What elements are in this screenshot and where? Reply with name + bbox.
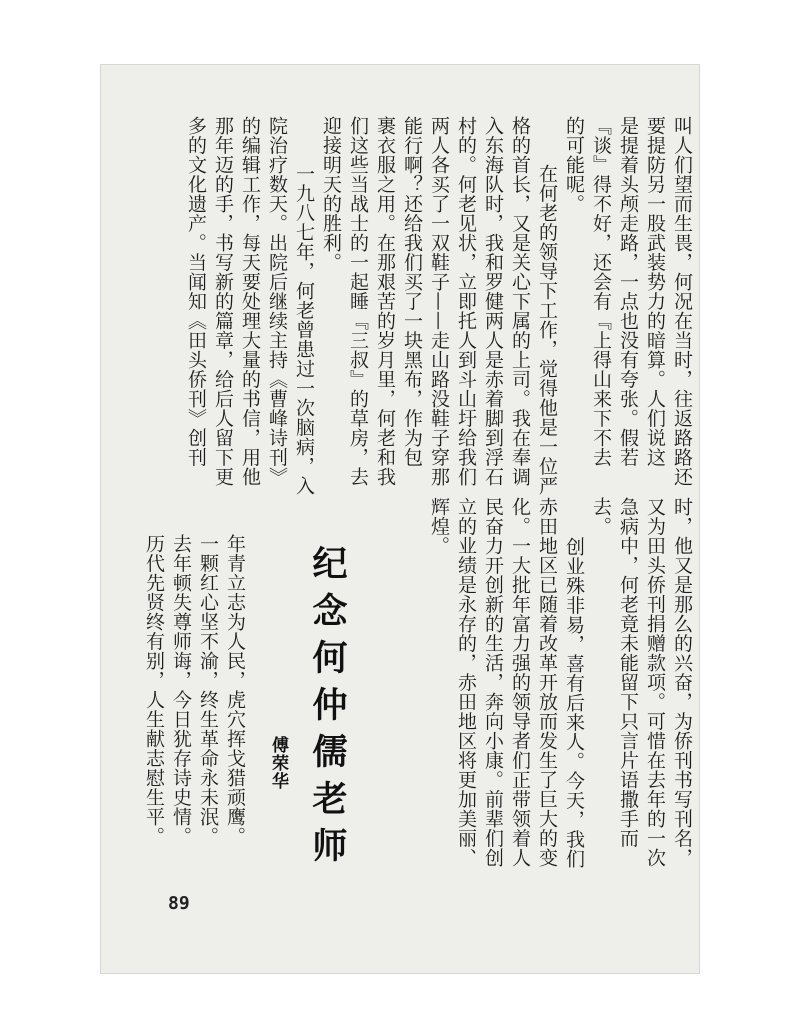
- text-column: 多的文化遗产。当闻知《田头侨刊》创刊: [185, 116, 207, 467]
- text-column: 急病中，何老竟未能留下只言片语撒手而: [617, 497, 639, 848]
- text-column: 去。: [590, 497, 612, 536]
- poem-title: 纪念何仲儒老师: [307, 545, 348, 874]
- text-column: 民奋力开创新的生活，奔向小康。前辈们创: [482, 497, 504, 868]
- text-column: 叫人们望而生畏，何况在当时，往返路路还: [671, 116, 693, 487]
- poem-author: 傅荣华: [268, 736, 288, 790]
- text-column: 辉煌。: [428, 497, 450, 556]
- text-column: 时，他又是那么的兴奋，为侨刊书写刊名，: [671, 497, 693, 868]
- text-column: 化。一大批年富力强的领导者们正带领着人: [509, 497, 531, 868]
- text-column: 『谈』得不好，还会有『上得山来下不去: [590, 116, 612, 467]
- text-column: 们这些当战士的一起睡『三叔』的草房，去: [347, 116, 369, 487]
- text-column: 赤田地区已随着改革开放而发生了巨大的变: [536, 497, 558, 868]
- text-column: 迎接明天的胜利。: [320, 116, 342, 272]
- text-column: 立的业绩是永存的，赤田地区将更加美丽、: [455, 497, 477, 868]
- text-column: 又为田头侨刊捐赠款项。可惜在去年的一次: [644, 497, 666, 868]
- text-column: 裹衣服之用。在那艰苦的岁月里，何老和我: [374, 116, 396, 487]
- text-column: 一九八七年，何老曾患过一次脑病，入: [293, 164, 315, 496]
- poem-line: 历代先贤终有别，人生献志慰生平。: [143, 534, 165, 846]
- text-column: 村的。何老见状，立即托人到斗山圩给我们: [455, 116, 477, 487]
- text-column: 入东海队时，我和罗健两人是赤着脚到浮石: [482, 116, 504, 487]
- poem-line: 一颗红心坚不渝，终生革命永未泯。: [197, 534, 219, 846]
- text-column: 创业殊非易，喜有后来人。今天，我们: [563, 537, 585, 869]
- text-column: 要提防另一股武装势力的暗算。人们说这: [644, 116, 666, 467]
- text-column: 两人各买了一双鞋子——走山路没鞋子穿那: [428, 116, 450, 487]
- book-page: [100, 64, 700, 974]
- text-column: 的编辑工作，每天要处理大量的书信，用他: [239, 116, 261, 487]
- text-column: 那年迈的手，书写新的篇章，给后人留下更: [212, 116, 234, 487]
- poem-line: 去年顿失尊师诲，今日犹存诗史情。: [170, 534, 192, 846]
- text-column: 格的首长，又是关心下属的上司。我在奉调: [509, 116, 531, 487]
- page-number: 89: [168, 893, 190, 914]
- text-column: 的可能呢。: [563, 116, 585, 214]
- text-column: 能行啊？还给我们买了一块黑布，作为包: [401, 116, 423, 467]
- text-column: 是提着头颅走路，一点也没有夸张。假若: [617, 116, 639, 467]
- poem-line: 年青立志为人民，虎穴挥戈猎顽鹰。: [224, 534, 246, 846]
- text-column: 院治疗数天。出院后继续主持《曹峰诗刊》: [266, 116, 288, 487]
- text-column: 在何老的领导下工作，觉得他是一位严: [536, 164, 558, 496]
